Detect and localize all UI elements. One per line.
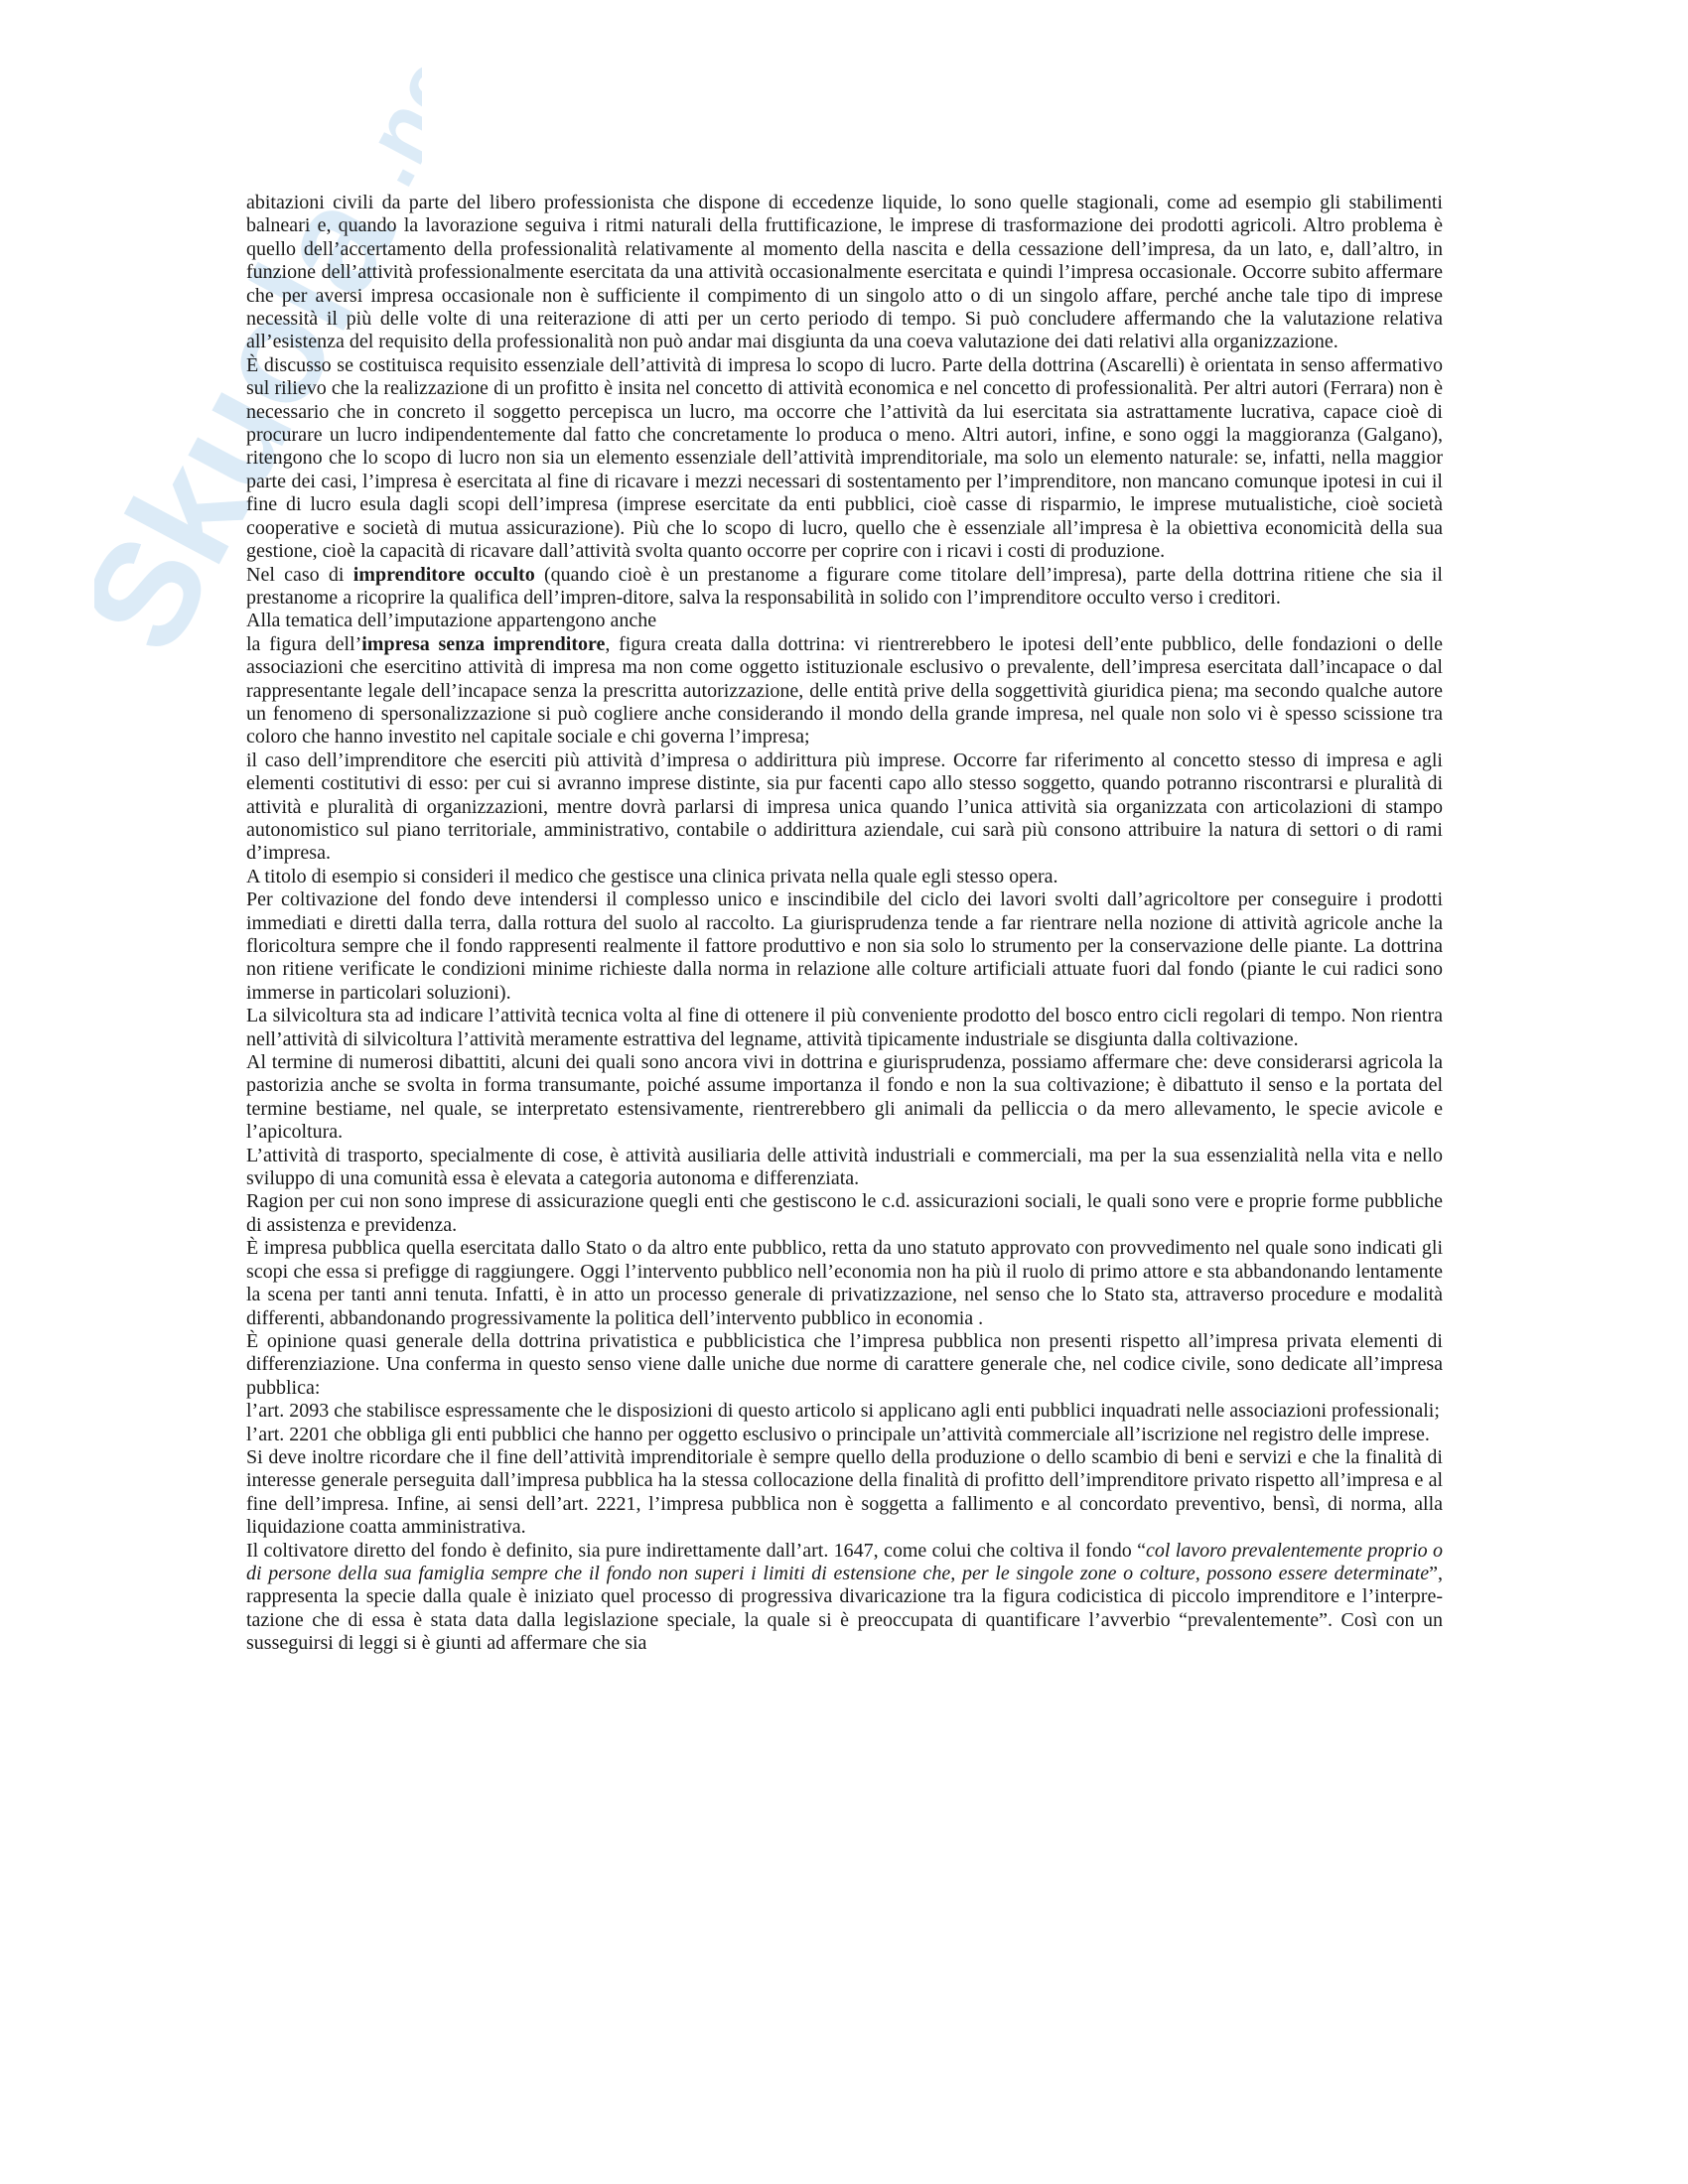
paragraph: Nel caso di imprenditore occulto (quando cioè è un prestanome a figurare come titolare dell’impresa), parte della dottrina ritiene che sia il prestanome a ricoprire la qualifica dell’impren-ditore, salva la responsabilità in solido con l’imprenditore occulto verso i creditori. xyxy=(246,563,1443,609)
paragraph: Alla tematica dell’imputazione appartengono anche xyxy=(246,610,657,632)
bold-term: imprenditore occulto xyxy=(352,563,535,586)
italic-quote: col lavoro prevalentemente proprio o di persone della sua famiglia sempre che il fondo non superi i limiti di estensione che, per le singole zone o colture, possono essere determinate xyxy=(246,1539,1443,1584)
document-body xyxy=(246,192,1443,1656)
paragraph: l’art. 2093 che stabilisce espressamente che le disposizioni di questo articolo si applicano agli enti pubblici inquadrati nelle associazioni professionali; xyxy=(246,1400,1440,1423)
paragraph: il caso dell’imprenditore che eserciti più attività d’impresa o addirittura più imprese. Occorre far riferimento al concetto stesso di impresa e agli elementi costitutivi di esso: per cui si avranno imprese distinte, sia pur facenti capo allo stesso soggetto, quando potranno riscontrarsi e pluralità di attività e pluralità di organizzazioni, mentre dovrà parlarsi di impresa unica quando l’unica attività sia organizzata con articolazioni di stampo autonomistico sul piano territoriale, amministrativo, contabile o addirittura aziendale, cui sarà più consono attribuire la natura di settori o di rami d’impresa. xyxy=(246,749,1443,865)
paragraph: Al termine di numerosi dibattiti, alcuni dei quali sono ancora vivi in dottrina e giurisprudenza, possiamo affermare che: deve considerarsi agricola la pastorizia anche se svolta in forma transumante, poiché assume importanza il fondo e non la sua coltivazione; è dibattuto il senso e la portata del termine bestiame, nel quale, se interpretato estensivamente, rientrerebbero gli animali da pelliccia o da mero allevamento, le specie avicole e l’apicoltura. xyxy=(246,1051,1443,1144)
svg-text:Skuola: Skuola xyxy=(94,166,422,675)
paragraph: l’art. 2201 che obbliga gli enti pubblici che hanno per oggetto esclusivo o principale un’attività commerciale all’iscrizione nel registro delle imprese. xyxy=(246,1423,1430,1445)
paragraph: È opinione quasi generale della dottrina privatistica e pubblicistica che l’impresa pubblica non presenti rispetto all’impresa privata elementi di differenziazione. Una conferma in questo senso viene dalle uniche due norme di carattere generale che, nel codice civile, sono dedicate all’impresa pubblica: xyxy=(246,1329,1443,1399)
paragraph: Per coltivazione del fondo deve intendersi il complesso unico e inscindibile del ciclo dei lavori svolti dall’agricoltore per conseguire i prodotti immediati e diretti dalla terra, dalla rottura del suolo al raccolto. La giurisprudenza tende a far rientrare nella nozione di attività agricole anche la floricoltura sempre che il fondo rappresenti realmente il fattore produttivo e non sia solo lo strumento per la conservazione delle piante. La dottrina non ritiene verificate le condizioni minime richieste dalla norma in relazione alle colture artificiali attuate fuori dal fondo (piante le cui radici sono immerse in particolari soluzioni). xyxy=(246,888,1443,1004)
paragraph: È impresa pubblica quella esercitata dallo Stato o da altro ente pubblico, retta da uno statuto approvato con provvedimento nel quale sono indicati gli scopi che essa si prefigge di raggiungere. Oggi l’intervento pubblico nell’economia non ha più il ruolo di primo attore e sta abbandonando lentamente la scena per tanti anni tenuta. Infatti, è in atto un processo generale di privatizzazione, nel senso che lo Stato sta, attraverso procedure e modalità differenti, abbandonando progressivamente la politica dell’intervento pubblico in economia . xyxy=(246,1237,1443,1329)
paragraph: La silvicoltura sta ad indicare l’attività tecnica volta al fine di ottenere il più conveniente prodotto del bosco entro cicli regolari di tempo. Non rientra nell’attività di silvicoltura l’attività meramente estrattiva del legname, attività tipicamente industriale se disgiunta dalla coltivazione. xyxy=(246,1005,1443,1050)
paragraph: Ragion per cui non sono imprese di assicurazione quegli enti che gestiscono le c.d. assicurazioni sociali, le quali sono vere e proprie forme pubbliche di assistenza e previdenza. xyxy=(246,1190,1443,1236)
paragraph: la figura dell’impresa senza imprenditore, figura creata dalla dottrina: vi rientrerebbero le ipotesi dell’ente pubblico, delle fondazioni o delle associazioni che esercitino attività di impresa ma non come oggetto istituzionale esclusivo o prevalente, dell’impresa esercitata dall’incapace o dal rappresentante legale dell’incapace senza la prescritta autorizzazione, delle entità prive della soggettività giuridica piena; ma secondo qualche autore un fenomeno di spersonalizzazione si può cogliere anche considerando il mondo della grande impresa, nel quale non solo vi è spesso scissione tra coloro che hanno investito nel capitale sociale e chi governa l’impresa; xyxy=(246,632,1444,749)
paragraph: L’attività di trasporto, specialmente di cose, è attività ausiliaria delle attività industriali e commerciali, ma per la sua essenzialità nella vita e nello sviluppo di una comunità essa è elevata a categoria autonoma e differenziata. xyxy=(246,1144,1443,1190)
paragraph: A titolo di esempio si consideri il medico che gestisce una clinica privata nella quale egli stesso opera. xyxy=(246,865,1058,887)
paragraph: Si deve inoltre ricordare che il fine dell’attività imprenditoriale è sempre quello della produzione o dello scambio di beni e servizi e che la finalità di interesse generale perseguita dall’impresa pubblica ha la stessa collocazione della finalità di profitto dell’imprenditore privato rispetto all’impresa e al fine dell’impresa. Infine, ai sensi dell’art. 2221, l’impresa pubblica non è soggetta a fallimento e al concordato preventivo, bensì, di norma, alla liquidazione coatta amministrativa. xyxy=(246,1445,1443,1539)
bold-term: impresa senza imprenditore xyxy=(361,632,606,655)
paragraph: È discusso se costituisca requisito essenziale dell’attività di impresa lo scopo di lucro. Parte della dottrina (Ascarelli) è orientata in senso affermativo sul rilievo che la realizzazione di un profitto è insita nel concetto di attività economica e nel concetto di professionalità. Per altri autori (Ferrara) non è necessario che in concreto il soggetto percepisca un lucro, ma occorre che l’attività da lui esercitata sia astrattamente lucrativa, capace cioè di procurare un lucro indipendentemente dal fatto che concretamente lo produca o meno. Altri autori, infine, e sono oggi la maggioranza (Galgano), ritengono che lo scopo di lucro non sia un elemento essenziale dell’attività imprenditoriale, ma solo un elemento naturale: se, infatti, nella maggior parte dei casi, l’impresa è esercitata al fine di ricavare i mezzi necessari di sostentamento per l’imprenditore, non mancano comunque ipotesi in cui il fine di lucro esula dagli scopi dell’impresa (imprese esercitate da enti pubblici, cioè casse di risparmio, le imprese mutualistiche, cioè società cooperative e società di mutua assicurazione). Più che lo scopo di lucro, quello che è essenziale all’impresa è la obiettiva economicità della sua gestione, cioè la capacità di ricavare dall’attività svolta quanto occorre per coprire con i ricavi i costi di produzione. xyxy=(246,353,1443,563)
svg-text:.net: .net xyxy=(336,60,422,202)
paragraph: abitazioni civili da parte del libero professionista che dispone di eccedenze liquide, lo sono quelle stagionali, come ad esempio gli stabilimenti balneari e, quando la lavorazione seguiva i ritmi naturali della fruttificazione, le imprese di trasformazione dei prodotti agricoli. Altro problema è quello dell’accertamento della professionalità relativamente al momento della nascita e della cessazione dell’impresa, da un lato, e, dall’altro, in funzione dell’attività professionalmente esercitata da una attività occasionalmente esercitata e quindi l’impresa occasionale. Occorre subito affermare che per aversi impresa occasionale non è sufficiente il compimento di un singolo atto o di un singolo affare, perché anche tale tipo di imprese necessità il più delle volte di una reiterazione di atti per un certo periodo di tempo. Si può concludere affermando che la valutazione relativa all’esistenza del requisito della professionalità non può andar mai disgiunta da una coeva valutazione dei dati relativi alla organizzazione. xyxy=(246,192,1443,353)
paragraph: Il coltivatore diretto del fondo è definito, sia pure indirettamente dall’art. 1647, come colui che coltiva il fondo “col lavoro prevalentemente proprio o di persone della sua famiglia sempre che il fondo non superi i limiti di estensione che, per le singole zone o colture, possono essere determinate”, rappresenta la specie dalla quale è iniziato quel processo di progressiva divaricazione tra la figura codicistica di piccolo imprenditore e l’interpre-tazione che di essa è stata data dalla legislazione speciale, la quale si è preoccupata di quantificare l’avverbio “prevalentemente”. Così con un susseguirsi di leggi si è giunti ad affermare che sia xyxy=(246,1539,1443,1655)
